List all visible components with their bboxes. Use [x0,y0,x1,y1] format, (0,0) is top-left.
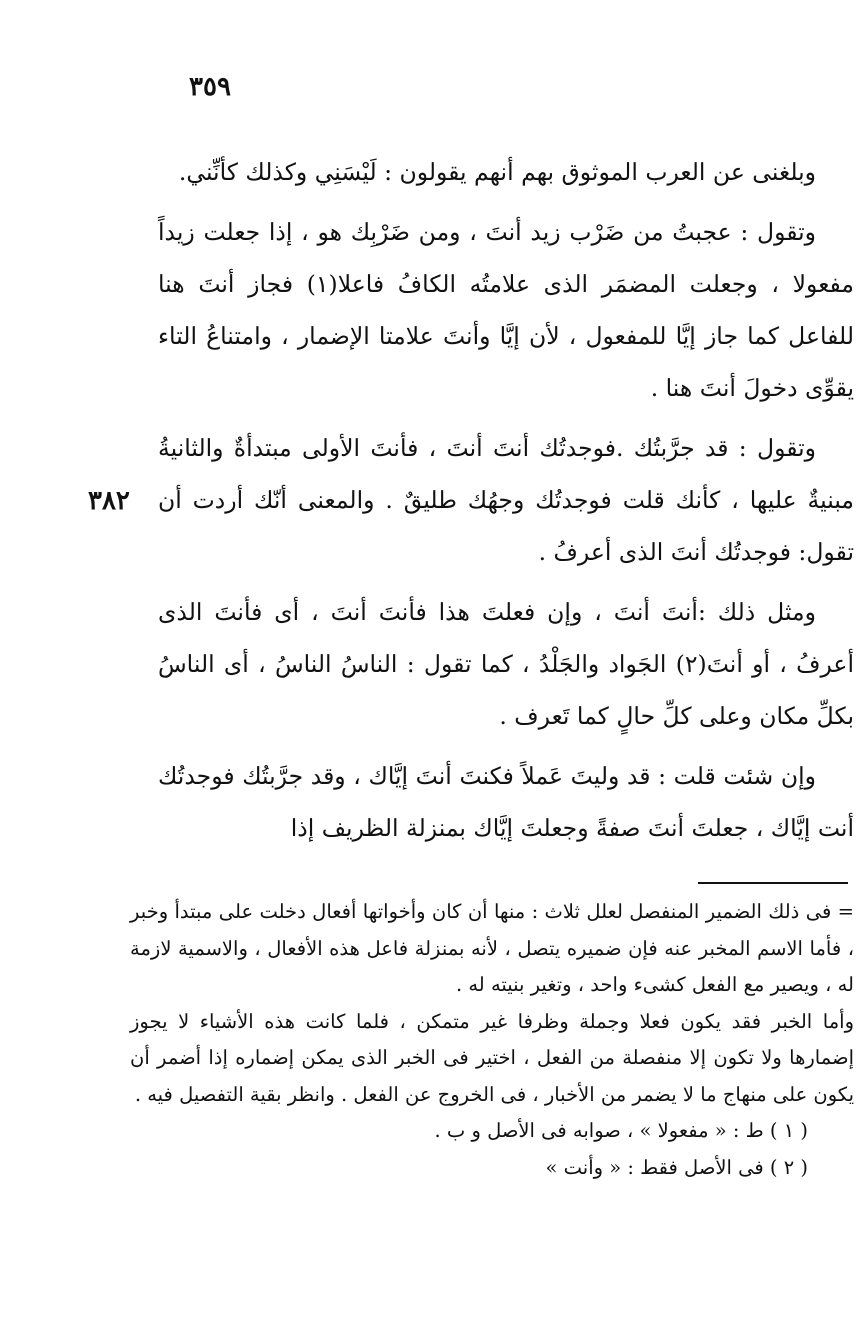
main-text-body [158,146,854,862]
paragraph: وتقول : عجبتُ من ضَرْب زيد أنتَ ، ومن ضَرْبِك هو ، إذا جعلت زيداً مفعولا ، وجعلت المضمَر الذى علامتُه الكافُ فاعلا(١) فجاز أنتَ هنا للفاعل كما جاز إيَّا للمفعول ، لأن إيَّا وأنتَ علامتا الإضمار ، وامتناعُ التاء يقوِّى دخولَ أنتَ هنا . [158,218,855,402]
footnote-item: ( ٢ ) فى الأصل فقط : « وأنت » [545,1155,808,1179]
paragraph: وبلغنى عن العرب الموثوق بهم أنهم يقولون : لَيْسَنِي وكذلك كأنِّني. [178,158,816,186]
footnote-continuation: = فى ذلك الضمير المنفصل لعلل ثلاث : منها أن كان وأخواتها أفعال دخلت على مبتدأ وخبر ، فأما الاسم المخبر عنه فإن ضميره يتصل ، لأنه بمنزلة فاعل هذه الأفعال ، والاسمية لازمة له ، ويصير مع الفعل كشىء واحد ، وتغير بنيته له . [130,900,854,996]
footnotes-section [130,894,854,1186]
paragraph: وإن شئت قلت : قد وليتَ عَملاً فكنتَ أنتَ إيَّاك ، وقد جرَّبتُك فوجدتُك أنت إيَّاك ، جعلتَ أنتَ صفةً وجعلتَ إيَّاك بمنزلة الظريف إذا [158,762,854,842]
footnote-continuation: وأما الخبر فقد يكون فعلا وجملة وظرفا غير متمكن ، فلما كانت هذه الأشياء لا يجوز إضمارها ولا تكون إلا منفصلة من الفعل ، اختير فى الخبر الذى يمكن إضماره إذا أضمر أن يكون على منهاج ما لا يضمر من الأخبار ، فى الخروج عن الفعل . وانظر بقية التفصيل فيه . [130,1009,854,1106]
paragraph: ومثل ذلك :أنتَ أنتَ ، وإن فعلتَ هذا فأنتَ أنتَ ، أى فأنتَ الذى أعرفُ ، أو أنتَ(٢) الجَواد والجَلْدُ ، كما تقول : الناسُ الناسُ ، أى الناسُ بكلِّ مكان وعلى كلِّ حالٍ كما تَعرف . [158,598,854,730]
footnote-item: ( ١ ) ط : « مفعولا » ، صوابه فى الأصل و ب . [434,1119,808,1142]
paragraph: وتقول : قد جرَّبتُك .فوجدتُك أنتَ أنتَ ، فأنتَ الأولى مبتدأةٌ والثانيةُ مبنيةٌ عليها ، كأنك قلت فوجدتُك وجهُك طليقٌ . والمعنى أنّك أردت أن تقول: فوجدتُك أنتَ الذى أعرفُ . [158,434,854,566]
footnote-separator [698,882,848,884]
margin-page-reference: ٣٨٢ [88,486,130,516]
page-number: ٣٥٩ [189,72,231,102]
